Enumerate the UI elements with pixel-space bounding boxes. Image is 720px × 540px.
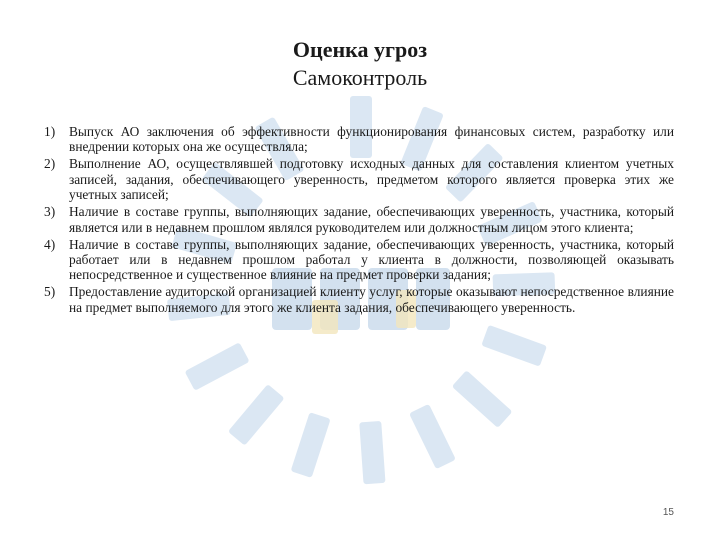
page-number: 15 (662, 507, 674, 518)
list-item-number: 2) (44, 156, 56, 172)
list-item-text: Наличие в составе группы, выполняющих задание, обеспечивающих уверенность, участника, который работает или в недавнем прошлом работал у клиента в должности, позволяющей оказывать непосредственное и существенное влияние на предмет проверки задания; (69, 236, 674, 283)
list-item (44, 237, 674, 283)
list-item-number: 3) (44, 204, 56, 220)
watermark-segment (452, 370, 513, 428)
watermark-segment (409, 404, 456, 469)
list-item-text: Выполнение АО, осуществлявшей подготовку исходных данных для составления клиентом учетных записей, задания, обеспечивающего уверенность, предметом которого является проверка этих же учетных записей; (69, 156, 674, 203)
watermark-segment (291, 412, 331, 478)
list-item-text: Наличие в составе группы, выполняющих задание, обеспечивающих уверенность, участника, который является или в недавнем прошлом являлся руководителем или должностным лицом этого клиента; (69, 204, 674, 235)
list-item (44, 204, 674, 235)
list-item-text: Выпуск АО заключения об эффективности функционирования финансовых систем, разработку или внедрении которых она же осуществляла; (69, 124, 674, 155)
list-item-number: 5) (44, 284, 56, 300)
threat-list (44, 124, 674, 317)
list-item (44, 124, 674, 155)
watermark-segment (185, 342, 250, 391)
list-item-text: Предоставление аудиторской организацией клиенту услуг, которые оказывают непосредственное влияние на предмет выполняемого для этого же клиента задания, обеспечивающего уверенность. (69, 284, 674, 315)
watermark-segment (481, 325, 547, 367)
list-item (44, 284, 674, 315)
list-item (44, 156, 674, 202)
slide-subtitle: Самоконтроль (292, 65, 428, 90)
slide-title: Оценка угроз (292, 37, 428, 62)
watermark-segment (359, 421, 385, 484)
title-block (0, 36, 720, 92)
list-item-number: 1) (44, 124, 56, 139)
watermark-segment (228, 384, 285, 446)
list-item-number: 4) (44, 236, 56, 252)
